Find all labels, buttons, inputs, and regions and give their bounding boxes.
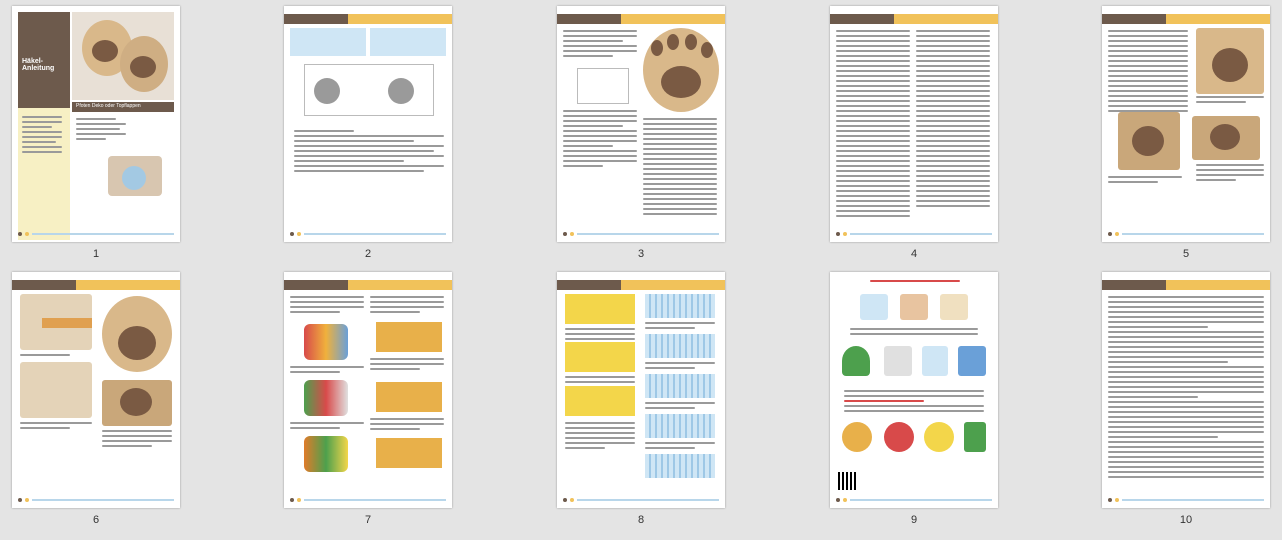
thumbnail-page-7[interactable] xyxy=(284,272,452,526)
page-preview xyxy=(12,6,180,242)
cover-title: Häkel-Anleitung xyxy=(22,58,55,72)
thumbnail-page-6[interactable] xyxy=(12,272,180,526)
page-preview xyxy=(284,272,452,508)
page-preview xyxy=(557,272,725,508)
page-number: 10 xyxy=(1179,514,1193,526)
page-number: 4 xyxy=(910,248,918,260)
thumbnail-page-2[interactable] xyxy=(284,6,452,260)
page-preview xyxy=(1102,6,1270,242)
thumbnail-page-9[interactable] xyxy=(830,272,998,526)
thumbnail-page-8[interactable] xyxy=(557,272,725,526)
page-preview xyxy=(284,6,452,242)
thumbnail-page-3[interactable] xyxy=(557,6,725,260)
page-number: 1 xyxy=(92,248,100,260)
page-number: 7 xyxy=(364,514,372,526)
page-number: 6 xyxy=(92,514,100,526)
page-preview xyxy=(830,272,998,508)
page-number: 3 xyxy=(637,248,645,260)
cover-subtitle: Pfoten Deko oder Topflappen xyxy=(76,103,141,109)
page-preview xyxy=(557,6,725,242)
thumbnail-page-1[interactable] xyxy=(12,6,180,260)
page-preview xyxy=(830,6,998,242)
page-number: 5 xyxy=(1182,248,1190,260)
page-preview xyxy=(12,272,180,508)
page-preview xyxy=(1102,272,1270,508)
page-number: 8 xyxy=(637,514,645,526)
thumbnail-page-10[interactable] xyxy=(1102,272,1270,526)
thumbnail-page-4[interactable] xyxy=(830,6,998,260)
page-number: 9 xyxy=(910,514,918,526)
thumbnail-page-5[interactable] xyxy=(1102,6,1270,260)
page-number: 2 xyxy=(364,248,372,260)
